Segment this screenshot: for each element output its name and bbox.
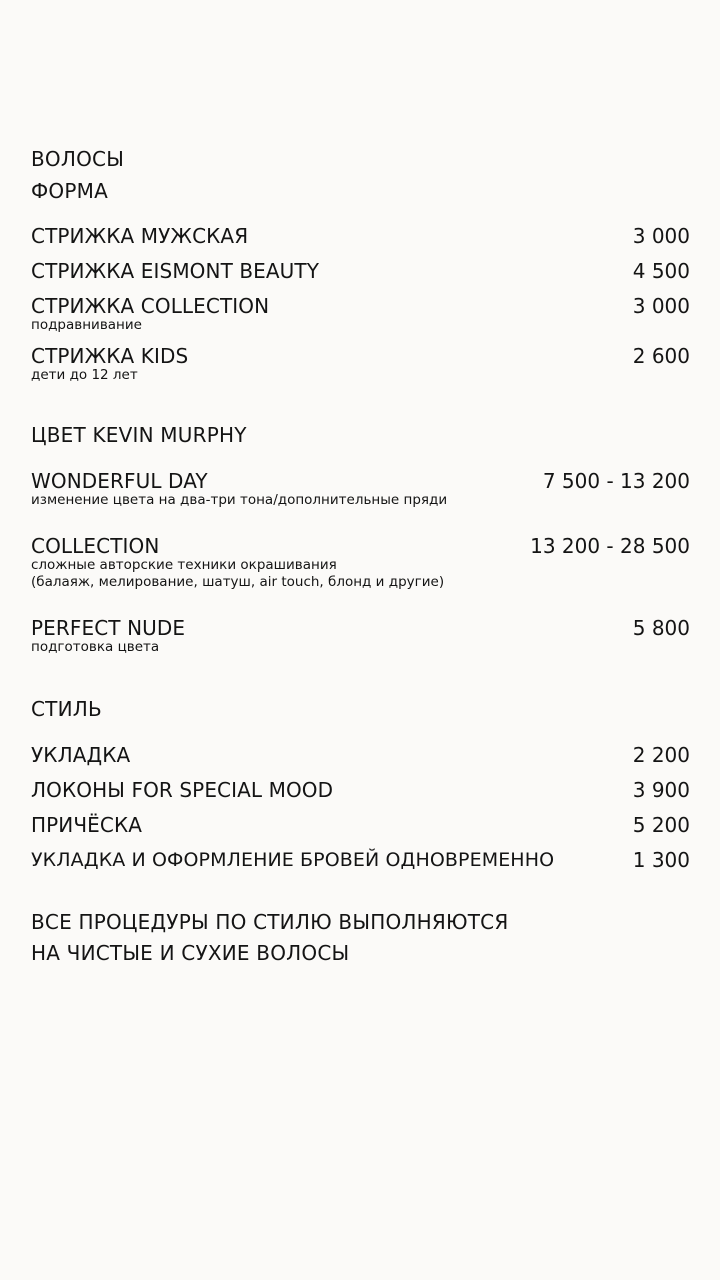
list-item <box>31 256 690 286</box>
item-price: 4 500 <box>632 259 690 283</box>
item-price: 5 200 <box>632 813 690 837</box>
item-price: 1 300 <box>632 848 690 872</box>
item-info <box>31 466 447 509</box>
item-price: 2 200 <box>632 743 690 767</box>
item-note: дети до 12 лет <box>31 367 138 383</box>
item-name: УКЛАДКА <box>31 743 131 767</box>
list-item <box>31 466 690 509</box>
item-info <box>31 291 269 334</box>
item-name: WONDERFUL DAY <box>31 469 208 493</box>
item-note: сложные авторские техники окрашивания <box>31 557 337 573</box>
item-name: PERFECT NUDE <box>31 616 186 640</box>
item-name: СТРИЖКА EISMONT BEAUTY <box>31 259 320 283</box>
list-item <box>31 221 690 251</box>
item-name: СТРИЖКА МУЖСКАЯ <box>31 224 249 248</box>
item-info <box>31 256 319 286</box>
section-title-style: СТИЛЬ <box>31 697 102 721</box>
style-note-line-1: ВСЕ ПРОЦЕДУРЫ ПО СТИЛЮ ВЫПОЛНЯЮТСЯ <box>31 910 509 934</box>
forma-list <box>31 221 690 384</box>
price-list <box>31 143 690 969</box>
item-price: 13 200 - 28 500 <box>530 534 690 558</box>
item-note-secondary: (балаяж, мелирование, шатуш, air touch, блонд и другие) <box>31 574 445 590</box>
item-name: СТРИЖКА COLLECTION <box>31 294 270 318</box>
style-note <box>31 907 690 969</box>
item-info <box>31 341 188 384</box>
category-title: ВОЛОСЫ <box>31 147 125 171</box>
item-price: 3 000 <box>632 294 690 318</box>
item-price: 3 900 <box>632 778 690 802</box>
section-title-color: ЦВЕТ KEVIN MURPHY <box>31 423 247 447</box>
list-item <box>31 531 690 591</box>
item-name: COLLECTION <box>31 534 160 558</box>
section-title-forma: ФОРМА <box>31 179 108 203</box>
list-item <box>31 613 690 656</box>
item-info <box>31 221 248 251</box>
style-note-line-2: НА ЧИСТЫЕ И СУХИЕ ВОЛОСЫ <box>31 941 350 965</box>
item-name: УКЛАДКА И ОФОРМЛЕНИЕ БРОВЕЙ ОДНОВРЕМЕННО <box>31 849 555 871</box>
list-item <box>31 291 690 334</box>
list-item <box>31 845 690 875</box>
item-name: ЛОКОНЫ FOR SPECIAL MOOD <box>31 778 334 802</box>
list-item <box>31 740 690 770</box>
item-price: 3 000 <box>632 224 690 248</box>
item-note: подготовка цвета <box>31 639 160 655</box>
item-info <box>31 613 185 656</box>
list-item <box>31 775 690 805</box>
item-note: изменение цвета на два-три тона/дополнительные пряди <box>31 492 448 508</box>
item-price: 5 800 <box>632 616 690 640</box>
style-list <box>31 740 690 875</box>
list-item <box>31 341 690 384</box>
item-price: 7 500 - 13 200 <box>542 469 690 493</box>
item-info <box>31 531 444 591</box>
item-name: ПРИЧЁСКА <box>31 813 143 837</box>
item-note: подравнивание <box>31 317 142 333</box>
color-list <box>31 466 690 656</box>
item-price: 2 600 <box>632 344 690 368</box>
list-item <box>31 810 690 840</box>
item-name: СТРИЖКА KIDS <box>31 344 189 368</box>
